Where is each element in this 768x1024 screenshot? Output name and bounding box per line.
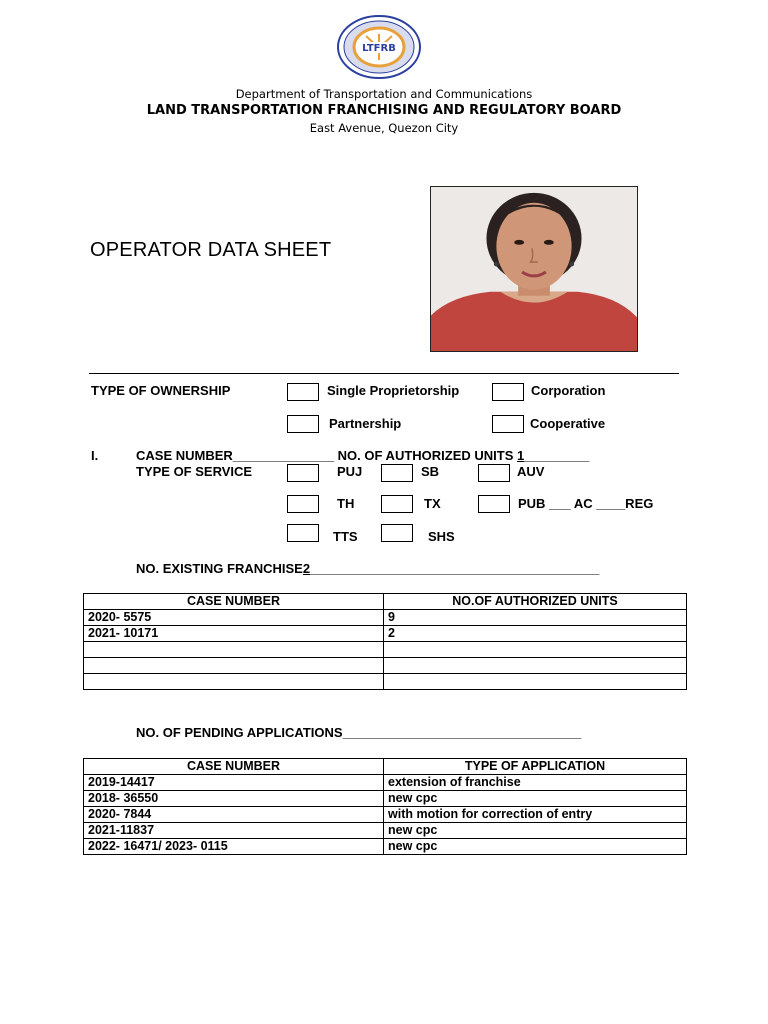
checkbox-sb[interactable] bbox=[381, 464, 413, 482]
case-number-label: CASE NUMBER bbox=[136, 448, 233, 463]
case-number-cell[interactable] bbox=[84, 658, 384, 674]
table-row bbox=[84, 807, 687, 823]
ltfrb-logo bbox=[336, 14, 422, 80]
option-shs: SHS bbox=[428, 529, 455, 544]
units-cell: 9 bbox=[384, 610, 687, 626]
case-number-cell: 2019-14417 bbox=[84, 775, 384, 791]
board-name: LAND TRANSPORTATION FRANCHISING AND REGULATORY BOARD bbox=[146, 103, 622, 118]
checkbox-corporation[interactable] bbox=[492, 383, 524, 401]
case-number-cell: 2022- 16471/ 2023- 0115 bbox=[84, 839, 384, 855]
pending-applications-table bbox=[83, 758, 687, 855]
checkbox-th[interactable] bbox=[287, 495, 319, 513]
checkbox-auv[interactable] bbox=[478, 464, 510, 482]
application-type-cell: new cpc bbox=[384, 791, 687, 807]
case-number-cell: 2020- 7844 bbox=[84, 807, 384, 823]
table-header-row bbox=[84, 759, 687, 775]
application-type-cell: extension of franchise bbox=[384, 775, 687, 791]
units-cell[interactable] bbox=[384, 642, 687, 658]
case-number-cell: 2018- 36550 bbox=[84, 791, 384, 807]
case-number-blank[interactable]: ______________ bbox=[232, 448, 335, 463]
pending-applications-line bbox=[136, 725, 581, 740]
units-cell[interactable] bbox=[384, 658, 687, 674]
authorized-units-label: NO. OF AUTHORIZED UNITS bbox=[337, 448, 514, 463]
application-type-cell: with motion for correction of entry bbox=[384, 807, 687, 823]
authorized-units-blank: _________ bbox=[524, 448, 590, 463]
checkbox-cooperative[interactable] bbox=[492, 415, 524, 433]
checkbox-tts[interactable] bbox=[287, 524, 319, 542]
option-corporation: Corporation bbox=[531, 383, 606, 398]
units-cell: 2 bbox=[384, 626, 687, 642]
table-row bbox=[84, 610, 687, 626]
option-cooperative: Cooperative bbox=[530, 416, 606, 431]
table-row bbox=[84, 674, 687, 690]
option-tx: TX bbox=[424, 496, 441, 511]
table-row bbox=[84, 823, 687, 839]
existing-franchise-blank: ________________________________________ bbox=[310, 561, 600, 576]
existing-franchise-line bbox=[136, 561, 599, 576]
option-partnership: Partnership bbox=[329, 416, 402, 431]
table-row bbox=[84, 791, 687, 807]
case-number-cell[interactable] bbox=[84, 642, 384, 658]
checkbox-tx[interactable] bbox=[381, 495, 413, 513]
option-th: TH bbox=[337, 496, 355, 511]
case-number-cell[interactable] bbox=[84, 674, 384, 690]
logo-text: LTFRB bbox=[362, 43, 396, 54]
checkbox-partnership[interactable] bbox=[287, 415, 319, 433]
table-row bbox=[84, 839, 687, 855]
units-cell[interactable] bbox=[384, 674, 687, 690]
existing-franchise-table bbox=[83, 593, 687, 690]
table-row bbox=[84, 658, 687, 674]
table-row bbox=[84, 642, 687, 658]
pending-applications-label: NO. OF PENDING APPLICATIONS bbox=[136, 725, 343, 740]
existing-franchise-value[interactable]: 2 bbox=[302, 561, 311, 576]
case-number-line bbox=[136, 448, 589, 463]
application-type-cell: new cpc bbox=[384, 823, 687, 839]
checkbox-shs[interactable] bbox=[381, 524, 413, 542]
column-header: TYPE OF APPLICATION bbox=[384, 759, 687, 775]
case-number-cell: 2021-11837 bbox=[84, 823, 384, 839]
ownership-label: TYPE OF OWNERSHIP bbox=[91, 383, 231, 398]
option-puj: PUJ bbox=[337, 464, 363, 479]
column-header: NO.OF AUTHORIZED UNITS bbox=[384, 594, 687, 610]
authorized-units-value[interactable]: 1 bbox=[517, 448, 525, 463]
checkbox-puj[interactable] bbox=[287, 464, 319, 482]
table-row bbox=[84, 775, 687, 791]
case-number-cell: 2021- 10171 bbox=[84, 626, 384, 642]
service-label: TYPE OF SERVICE bbox=[136, 464, 253, 479]
divider bbox=[89, 373, 679, 374]
application-type-cell: new cpc bbox=[384, 839, 687, 855]
option-sb: SB bbox=[421, 464, 440, 479]
option-auv: AUV bbox=[517, 464, 545, 479]
department-name: Department of Transportation and Communications bbox=[235, 87, 533, 101]
pending-applications-blank[interactable]: _________________________________ bbox=[342, 725, 582, 740]
table-row bbox=[84, 626, 687, 642]
option-single-proprietorship: Single Proprietorship bbox=[327, 383, 460, 398]
operator-photo bbox=[430, 186, 638, 352]
column-header: CASE NUMBER bbox=[84, 594, 384, 610]
page-title: OPERATOR DATA SHEET bbox=[90, 239, 332, 261]
existing-franchise-label: NO. EXISTING FRANCHISE bbox=[136, 561, 303, 576]
option-tts: TTS bbox=[333, 529, 358, 544]
checkbox-single-proprietorship[interactable] bbox=[287, 383, 319, 401]
column-header: CASE NUMBER bbox=[84, 759, 384, 775]
section-number: I. bbox=[91, 448, 99, 463]
checkbox-pub[interactable] bbox=[478, 495, 510, 513]
table-header-row bbox=[84, 594, 687, 610]
board-address: East Avenue, Quezon City bbox=[309, 121, 459, 135]
case-number-cell: 2020- 5575 bbox=[84, 610, 384, 626]
option-pub: PUB ___ AC ____REG bbox=[518, 496, 654, 511]
